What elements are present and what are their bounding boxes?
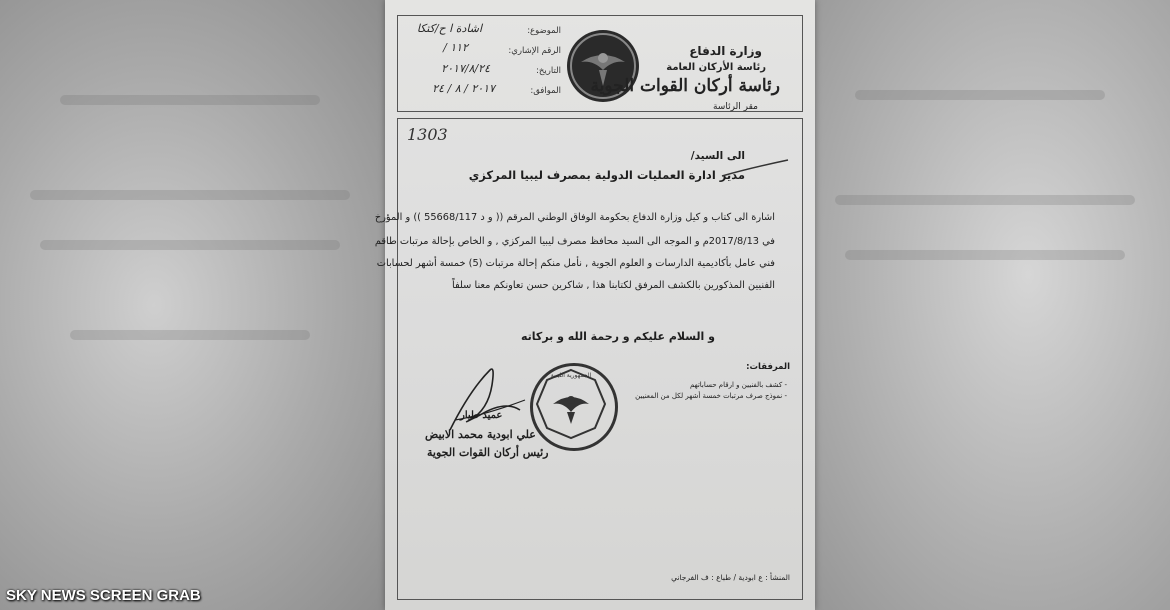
subject-label: الموضوع: [527,26,561,36]
paragraph-line-1: اشارة الى كتاب و كيل وزارة الدفاع بحكومة الوفاق الوطني المرقم (( و د 55668/117 )) و المؤرخ [374,212,775,223]
recipient-line: مدير ادارة العمليات الدولية بمصرف ليبيا المركزي [468,168,745,182]
corresponding-date-value: ٢٠١٧ / ٨ / ٢٤ [432,82,495,95]
corresponding-date-label: الموافق: [530,86,561,96]
blur-line [30,190,350,200]
broadcaster-watermark: SKY NEWS SCREEN GRAB [6,587,201,604]
attachment-item-2: - نموذج صرف مرتبات خمسة أشهر لكل من المعنيين [635,392,787,400]
seal-text: الجمهورية الليبية [550,372,592,379]
signer-title: رئيس أركان القوات الجوية [427,446,549,459]
letterhead-box [397,15,803,112]
blur-line [835,195,1135,205]
blur-line [40,240,340,250]
blurred-background-right [815,0,1170,610]
ministry-name: وزارة الدفاع [689,44,762,58]
paragraph-line-2: في 2017/8/13م و الموجه الى السيد محافظ مصرف ليبيا المركزي , و الخاص بإحالة مرتبات طاقم [374,236,775,247]
reference-label: الرقم الإشاري: [508,46,561,56]
letter-body-box [397,118,803,600]
subject-value: اشادة ا ح/كتكا [416,22,482,35]
reference-value: ١١٢ / [443,41,468,54]
handwritten-number: 1303 [407,125,448,144]
official-seal-icon [530,363,618,451]
headquarters-label: مقر الرئاسة [712,102,758,112]
distribution-line: المنشأ : ع ابودية / طباع : ف الفرجاني [671,573,790,582]
signer-rank: عميد طيار [460,410,503,421]
to-label: الى السيد/ [690,150,745,162]
air-force-staff-name: رئاسة أركان القوات الجوية [590,76,780,96]
date-value: ٢٠١٧/٨/٢٤ [441,62,490,75]
attachment-item-1: - كشف بالفنيين و ارقام حساباتهم [689,381,787,389]
document-paper [374,0,815,610]
handwritten-underline-stroke [720,158,790,178]
blur-line [855,90,1105,100]
signer-name: علي ابودية محمد الابيض [425,428,536,441]
paragraph-line-3: فني عامل بأكاديمية الدارسات و العلوم الجوية , نأمل منكم إحالة مرتبات (5) خمسة أشهر لحسابات [376,258,775,269]
closing-line: و السلام عليكم و رحمة الله و بركاته [520,330,715,343]
blurred-background-left [0,0,385,610]
blur-line [60,95,320,105]
date-label: التاريخ: [536,66,561,76]
attachments-label: المرفقات: [746,362,790,372]
paragraph-line-4: الفنيين المذكورين بالكشف المرفق لكتابنا هذا , شاكرين حسن تعاونكم معنا سلفاً [451,280,775,291]
general-staff-name: رئاسة الأركان العامة [666,62,766,73]
blur-line [845,250,1125,260]
blur-line [70,330,310,340]
